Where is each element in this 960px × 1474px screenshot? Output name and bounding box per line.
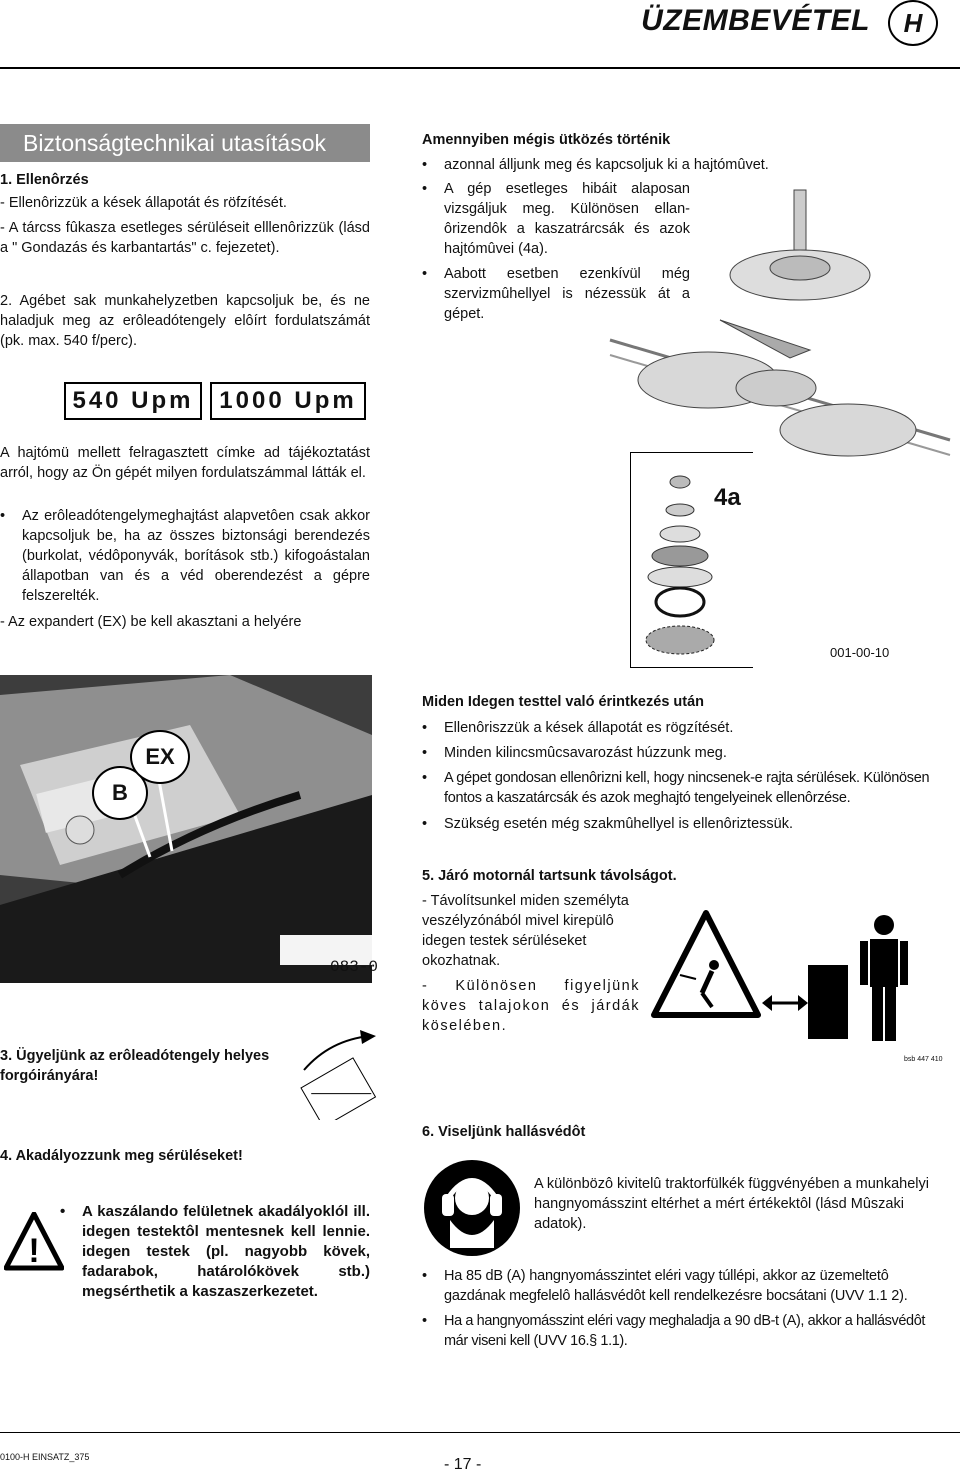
label-info-paragraph: A hajtómü mellett felragasztett címke ad tájékoztatást arról, hogy az Ön gépét milyen fordulatszámmal látták el. bbox=[0, 445, 370, 481]
section-4-title: 4. Akadályozzunk meg sérüléseket! bbox=[0, 1148, 243, 1164]
ear-protection-icon bbox=[422, 1158, 522, 1258]
contact-item-4 bbox=[444, 814, 944, 834]
photo-code: 083-0 bbox=[330, 958, 379, 976]
section-3-title: 3. Ügyeljünk az erôleadótengely helyes forgóirányára! bbox=[0, 1048, 270, 1084]
contact-item-1-text: • Ellenôriszzük a kések állapotát es rögzítését. bbox=[444, 720, 733, 736]
pto-safety-paragraph bbox=[22, 506, 370, 606]
pto-shaft-illustration bbox=[300, 1030, 380, 1120]
contact-item-3-text: • A gépet gondosan ellenôrizni kell, hogy nincsenek-e rajta sérülések. Különösen fontos a kaszatárcsák és azok meghajtó tengelyeinek ellenôrzése. bbox=[444, 770, 929, 806]
footer-doc-code: 0100-H EINSATZ_375 bbox=[0, 1452, 90, 1462]
section-6-title: 6. Viseljünk hallásvédôt bbox=[422, 1124, 586, 1140]
expander-instruction: - Az expandert (EX) be kell akasztani a helyére bbox=[0, 614, 302, 630]
contact-title: Miden Idegen testtel való érintkezés után bbox=[422, 694, 705, 710]
section-6-bullet-2 bbox=[444, 1311, 950, 1351]
pto-safety-text: • Az erôleadótengelymeghajtást alapvetôen csak akkor kapcsoljuk be, ha az összes biztonsági berendezés (burkolat, védôponyvák, borítások stb.) kifogoástalan állapotban van és a véd oberendezést a gépre felszerelték. bbox=[22, 508, 370, 604]
language-badge: H bbox=[888, 0, 938, 46]
chapter-title: ÜZEMBEVÉTEL bbox=[641, 4, 870, 37]
collision-title: Amennyiben mégis ütközés történik bbox=[422, 132, 671, 148]
section-5-line-2: - Különösen figyeljünk köves talajokon és járdák köselében. bbox=[422, 978, 640, 1034]
photo-label-b: B bbox=[92, 766, 148, 820]
section-banner bbox=[0, 124, 370, 162]
banner-title: Biztonságtechnikai utasítások bbox=[22, 130, 326, 156]
section-5-title: 5. Járó motornál tartsunk távolságot. bbox=[422, 868, 677, 884]
contact-item-1 bbox=[444, 718, 944, 738]
section-6-bullet-1 bbox=[444, 1266, 950, 1306]
collision-item-2-text: • A gép esetleges hibáit alaposan vizsgáljuk meg. Különösen ellan-ôrizendôk a kaszatrárcsák és azok hajtómûvei (4a). bbox=[444, 181, 690, 257]
keep-distance-pictogram bbox=[650, 905, 940, 1065]
section-6-bullet-2-text: • Ha a hangnyomásszint eléri vagy meghaladja a 90 dB-t (A), akkor a hallásvédôt már viseni kell (UVV 16.§ 1.1). bbox=[444, 1313, 925, 1349]
section-1-line-1: - Ellenôrizzük a kések állapotát és röfzítését. bbox=[0, 195, 287, 211]
figure-code: 001-00-10 bbox=[830, 645, 890, 660]
photo-label-ex: EX bbox=[130, 730, 190, 784]
pictogram-code: bsb 447 410 bbox=[904, 1056, 943, 1063]
section-4-bullet bbox=[82, 1202, 370, 1302]
rpm-1000-label: 1000 Upm bbox=[210, 382, 366, 420]
section-6-bullet-1-text: • Ha 85 dB (A) hangnyomásszintet eléri vagy túllépi, akkor az üzemeltetô gazdának megfelelô hallásvédôt kell rendelkezésre bocsátani (UVV 1.1 2). bbox=[444, 1268, 908, 1304]
expander-photo-drawing bbox=[0, 675, 372, 983]
footer-divider bbox=[0, 1432, 960, 1433]
contact-item-2 bbox=[444, 743, 944, 763]
section-1-line-2: - A tárcss fûkasza esetleges sérüléseit elllenôrizzük (lásd a " Gondazás és karbantartás" c. fejezetet). bbox=[0, 220, 370, 256]
section-6-text: A különbözô kivitelû traktorfülkék függvényében a munkahelyi hangnyomásszint eltérhet a mért értékektôl (lásd Mûszaki adatok). bbox=[534, 1176, 929, 1232]
page-number: - 17 - bbox=[444, 1456, 482, 1473]
contact-item-3 bbox=[444, 768, 950, 808]
mower-discs-drawing bbox=[600, 180, 960, 460]
section-4-bullet-text: • A kaszálando felületnek akadályoklól ill. idegen testektôl mentesnek kell lennie. idegen testek (pl. nagyobb kövek, fadarabok, határolókövek stb.) megsérthetik a kaszaszerkezetet. bbox=[82, 1203, 370, 1300]
section-1-title: 1. Ellenôrzés bbox=[0, 172, 89, 188]
contact-item-2-text: • Minden kilincsmûcsavarozást húzzunk meg. bbox=[444, 745, 727, 761]
warning-glyph: ! bbox=[28, 1232, 40, 1270]
warning-triangle-icon bbox=[4, 1212, 64, 1272]
header-divider bbox=[0, 67, 960, 69]
section-5-line-1: - Távolítsunkel miden személyta veszélyzónából mivel kirepülô idegen testek sérüléseket okozhatnak. bbox=[422, 893, 629, 969]
expander-photo bbox=[0, 675, 372, 983]
figure-label-4a: 4a bbox=[714, 484, 741, 511]
contact-item-4-text: • Szükség esetén még szakmûhellyel is ellenôriztessük. bbox=[444, 816, 793, 832]
collision-item-1 bbox=[444, 155, 784, 175]
section-2-text: 2. Agébet sak munkahelyzetben kapcsoljuk be, és ne haladjuk meg az erôleadótengely elôírt fordulatszámát (pk. max. 540 f/perc). bbox=[0, 293, 370, 349]
collision-item-1-text: • azonnal álljunk meg és kapcsoljuk ki a hajtómûvet. bbox=[444, 157, 769, 173]
rpm-540-label: 540 Upm bbox=[64, 382, 202, 420]
collision-item-3-text: • Aabott esetben ezenkívül még szervizmûhellyel is nézessük át a gépet. bbox=[444, 266, 690, 322]
